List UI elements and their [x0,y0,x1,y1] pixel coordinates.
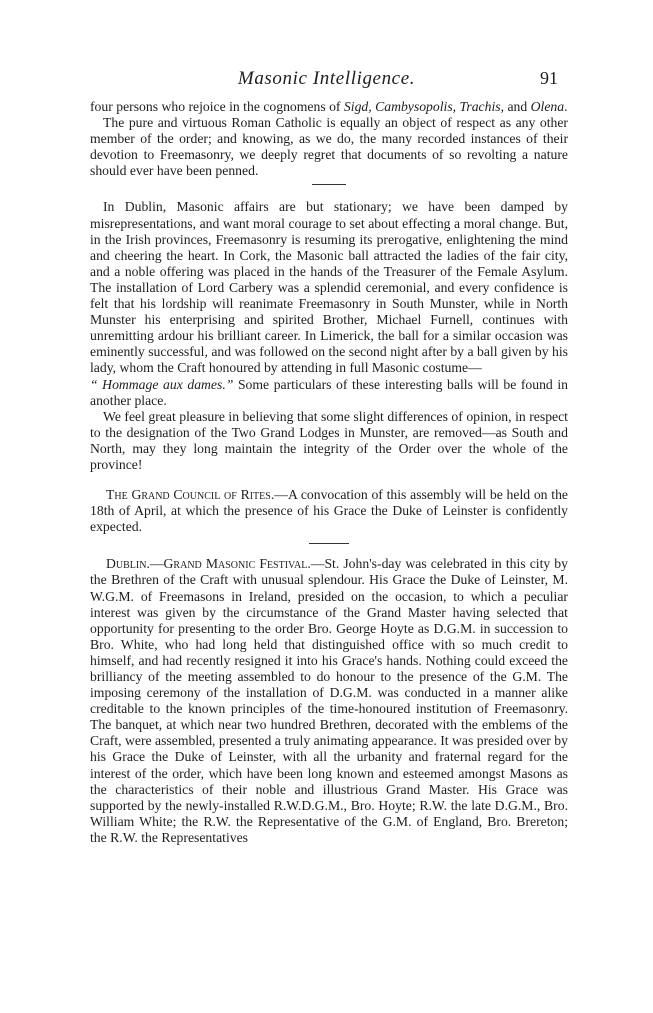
italic-name: Trachis, [459,99,505,114]
paragraph-dublin-affairs [90,199,568,408]
paragraph-text: and [504,99,531,114]
paragraph-roman-catholic: The pure and virtuous Roman Catholic is equally an object of respect as any other member of the order; and knowing, as we do, the many recorded instances of their devotion to Freemasonry, we deeply regret that documents of so revolting a nature should ever have been penned. [90,115,568,179]
paragraph-text: —A convocation of this assembly will be held on the 18th of April, at which the presence of his Grace the Duke of Leinster is confidently expected. [90,487,568,535]
section-divider [312,184,346,185]
paragraph-grand-council [90,487,568,535]
section-divider [309,543,349,544]
italic-name: Cambysopolis, [375,99,457,114]
paragraph-continuation [90,99,568,115]
paragraph-masonic-festival [90,556,568,846]
section-heading: Dublin.—Grand Masonic Festival. [106,556,311,572]
paragraph-grand-lodges: We feel great pleasure in believing that some slight differences of opinion, in respect to the designation of the Two Grand Lodges in Munster, are removed—as South and North, may they long maintain the integrity of the Order over the whole of the province! [90,408,568,472]
article-body [90,99,568,846]
paragraph-text: —St. John's-day was celebrated in this city by the Brethren of the Craft with unusual splendour. His Grace the Duke of Leinster, M. W.G.M. of Freemasons in Ireland, presided on the occasion, to which a peculiar interest was given by the circumstance of the Grand Master having selected that opportunity for presenting to the order Bro. George Hoyte as D.G.M. in succession to Bro. White, who had long held that distinguished office with so much credit to himself, and had recently resigned it into his Grace's hands. Nothing could exceed the brilliancy of the meeting assembled to do honour to the presence of the G.M. The imposing ceremony of the installation of D.G.M. was conducted in a manner alike creditable to the known principles of the time-honoured institution of Freemasonry. The banquet, at which near two hundred Brethren, decorated with the emblems of the Craft, were assembled, presented a truly animating appearance. It was presided over by his Grace the Duke of Leinster, with all the urbanity and fraternal regard for the interest of the order, which have been long known and esteemed amongst Masons as the characteristics of their noble and illustrious Grand Master. His Grace was supported by the newly-installed R.W.D.G.M., Bro. Hoyte; R.W. the late D.G.M., Bro. William White; the R.W. the Representative of the G.M. of England, Bro. Brereton; the R.W. the Representatives [90,556,568,845]
italic-quote: “ Hommage aux dames.” [90,376,234,392]
section-heading: The Grand Council of Rites. [106,487,275,503]
spacer [90,473,568,487]
italic-name: Olena [530,99,565,114]
page-number: 91 [540,68,558,88]
paragraph-text: . [564,99,568,114]
italic-name: Sigd, [343,99,372,114]
page-header [0,68,653,94]
paragraph-text: In Dublin, Masonic affairs are but stationary; we have been damped by misrepresentations, and want moral courage to set about effecting a moral change. But, in the Irish provinces, Freemasonry is resuming its prerogative, enlightening the mind and cheering the heart. In Cork, the Masonic ball attracted the ladies of the fair city, and a noble offering was placed in the hands of the Treasurer of the Female Asylum. The installation of Lord Carbery was a splendid ceremonial, and every confidence is felt that his lordship will reanimate Freemasonry in South Munster, while in North Munster his enterprising and spirited Brother, Michael Furnell, continues with unremitting ardour his brilliant career. In Limerick, the ball for a similar occasion was eminently successful, and was followed on the second night after by a ball given by his lady, whom the Craft honoured by attending in full Masonic costume— [90,199,568,376]
running-title: Masonic Intelligence. [237,68,416,89]
paragraph-text: Some particulars of these interesting balls will be found in another place. [90,376,568,408]
paragraph-text: four persons who rejoice in the cognomens of [90,99,344,114]
